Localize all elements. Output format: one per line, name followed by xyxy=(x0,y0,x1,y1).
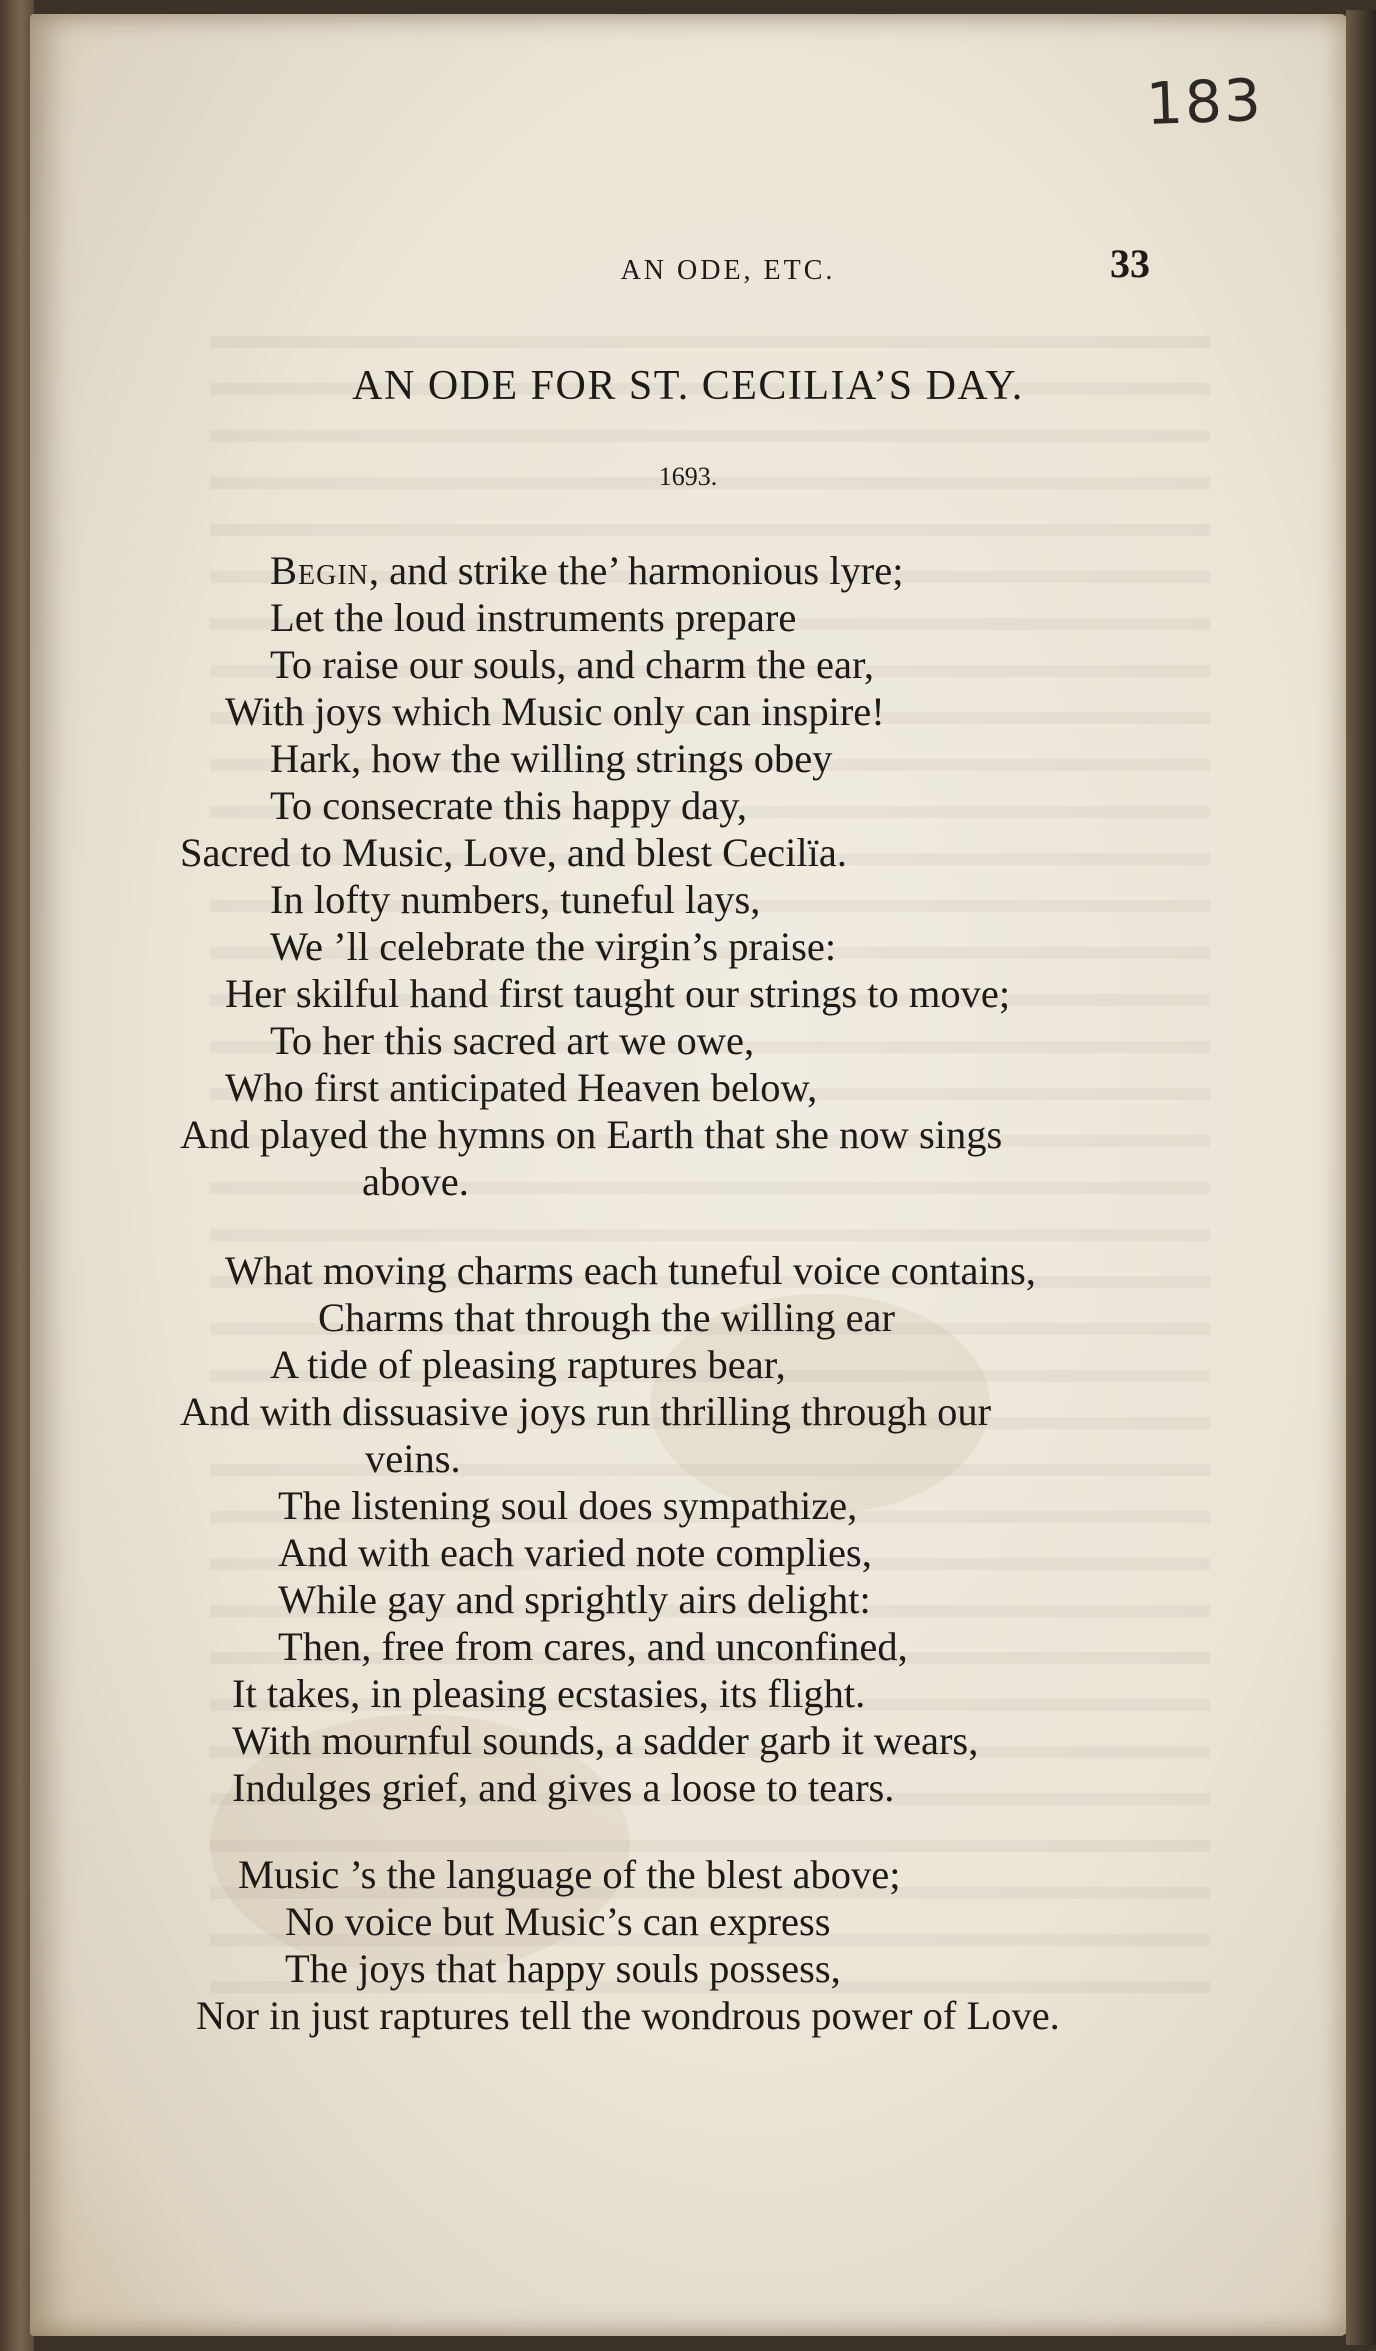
poem-line: Charms that through the willing ear xyxy=(318,1295,896,1340)
poem-line: To consecrate this happy day, xyxy=(270,783,748,828)
poem-line: In lofty numbers, tuneful lays, xyxy=(270,877,761,922)
poem-line: Then, free from cares, and unconfined, xyxy=(278,1624,908,1669)
poem-line: To her this sacred art we owe, xyxy=(270,1018,755,1063)
poem-title: AN ODE FOR ST. CECILIA’S DAY. xyxy=(352,363,1024,409)
poem-line: Let the loud instruments prepare xyxy=(270,595,797,640)
first-word: Begin xyxy=(270,548,369,593)
poem-line: Music ’s the language of the blest above; xyxy=(238,1852,901,1897)
book-spine xyxy=(0,0,34,2351)
poem-line: No voice but Music’s can express xyxy=(285,1899,831,1944)
poem-line: The joys that happy souls possess, xyxy=(285,1946,841,1991)
poem-line-continuation: veins. xyxy=(365,1436,461,1481)
handwritten-folio-number: 183 xyxy=(1144,65,1264,139)
poem-line: And played the hymns on Earth that she now sings xyxy=(180,1112,1003,1157)
line-rest: , and strike the’ harmonious lyre; xyxy=(368,548,904,593)
poem-line: While gay and sprightly airs delight: xyxy=(278,1577,871,1622)
poem-year: 1693. xyxy=(658,462,718,491)
poem-line: Nor in just raptures tell the wondrous power of Love. xyxy=(196,1993,1060,2038)
poem-line: What moving charms each tuneful voice contains, xyxy=(225,1248,1036,1293)
poem-line: And with dissuasive joys run thrilling through our xyxy=(180,1389,992,1434)
poem-line: Who first anticipated Heaven below, xyxy=(225,1065,818,1110)
poem-line: The listening soul does sympathize, xyxy=(278,1483,858,1528)
poem-line: Her skilful hand first taught our strings to move; xyxy=(225,971,1011,1016)
poem-line: To raise our souls, and charm the ear, xyxy=(270,642,874,687)
poem-line xyxy=(270,548,904,594)
poem-line: And with each varied note complies, xyxy=(278,1530,872,1575)
page-number: 33 xyxy=(1110,241,1150,286)
page-edge xyxy=(1346,10,1376,2345)
poem-line: We ’ll celebrate the virgin’s praise: xyxy=(270,924,837,969)
poem-line: With joys which Music only can inspire! xyxy=(225,689,885,734)
poem-line-continuation: above. xyxy=(362,1159,469,1204)
poem-line: Hark, how the willing strings obey xyxy=(270,736,833,781)
poem-line: Indulges grief, and gives a loose to tears. xyxy=(232,1765,895,1810)
poem-line: With mournful sounds, a sadder garb it wears, xyxy=(232,1718,979,1763)
running-head: AN ODE, ETC. xyxy=(620,255,836,286)
poem-line: It takes, in pleasing ecstasies, its flight. xyxy=(232,1671,866,1716)
poem-line: A tide of pleasing raptures bear, xyxy=(270,1342,786,1387)
poem-line: Sacred to Music, Love, and blest Cecilïa. xyxy=(180,830,847,875)
